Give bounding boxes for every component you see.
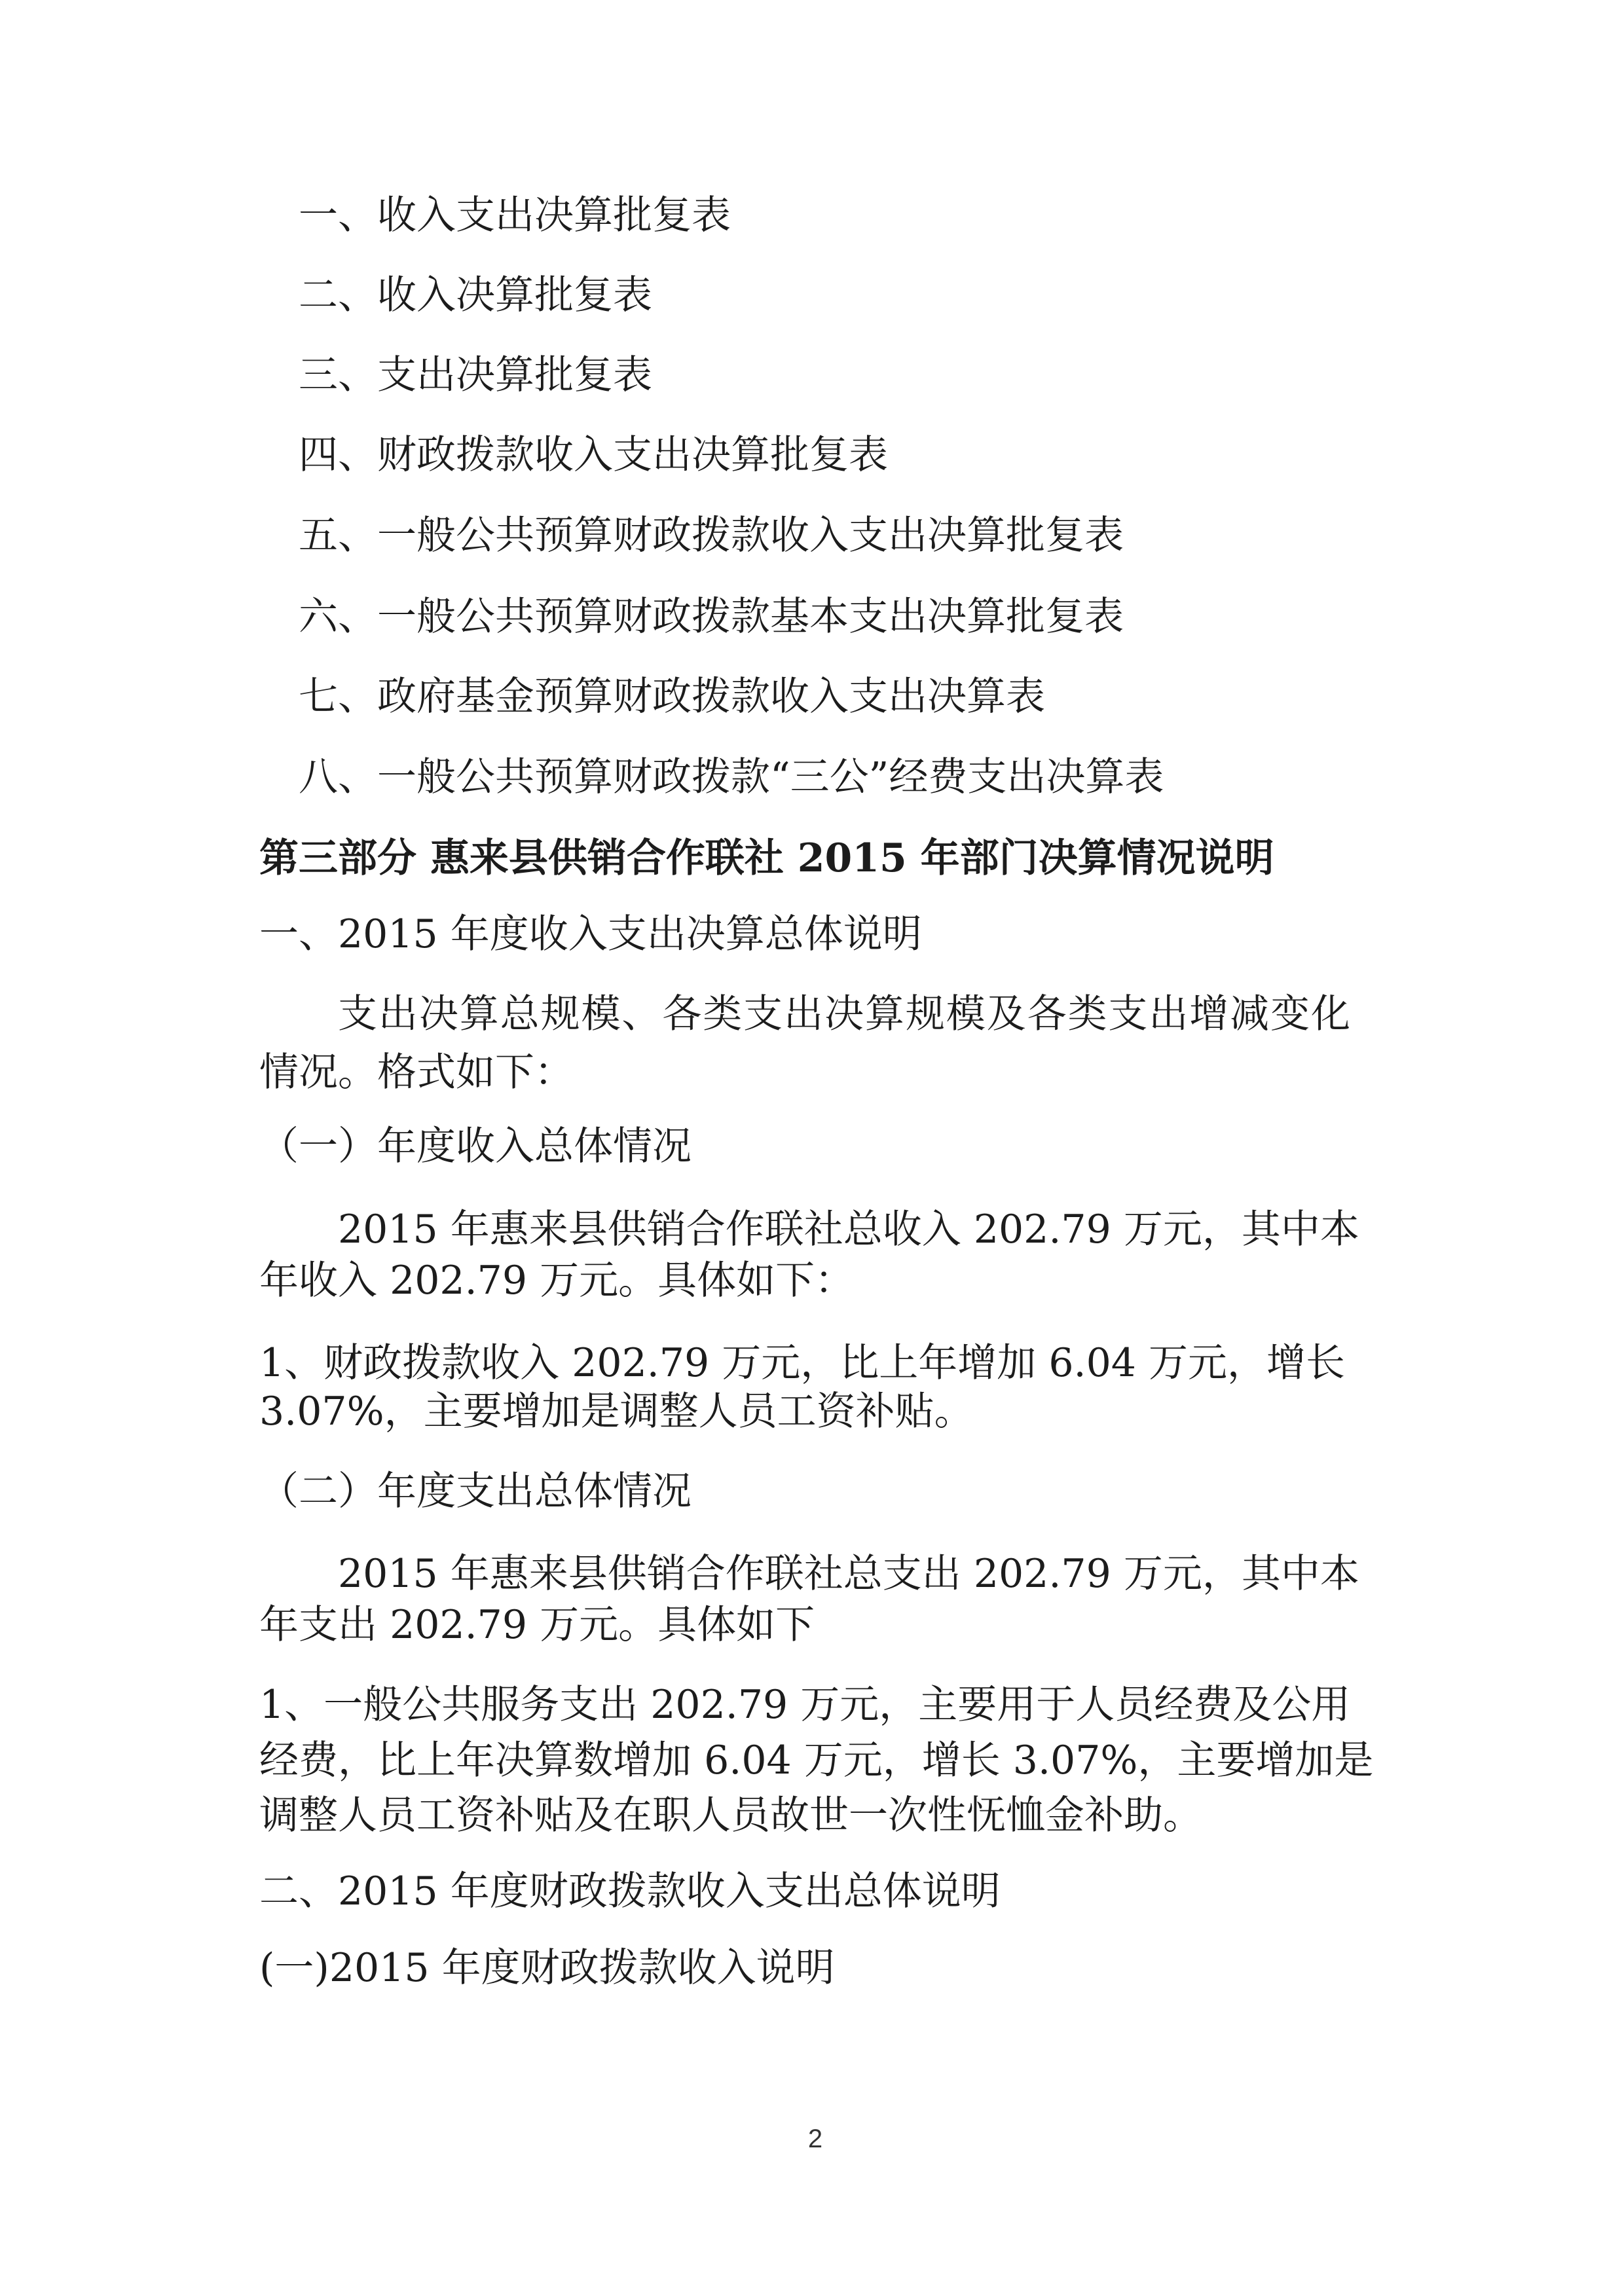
income-item-1-line-2: 3.07%，主要增加是调整人员工资补贴。 — [259, 1389, 974, 1434]
subsection-expense-title: （二）年度支出总体情况 — [259, 1468, 692, 1514]
toc-item-2: 二、收入决算批复表 — [299, 272, 652, 318]
expense-item-1-line-3: 调整人员工资补贴及在职人员故世一次性怃恤金补助。 — [259, 1793, 1202, 1838]
expense-item-1-line-1: 1、一般公共服务支出 202.79 万元，主要用于人员经费及公用 — [259, 1682, 1351, 1728]
toc-item-3: 三、支出决算批复表 — [299, 352, 652, 398]
section-heading: 第三部分 惠来县供销合作联社 2015 年部门决算情况说明 — [259, 835, 1274, 881]
toc-item-4: 四、财政拨款收入支出决算批复表 — [299, 432, 888, 478]
expense-item-1-line-2: 经费，比上年决算数增加 6.04 万元，增长 3.07%，主要增加是 — [259, 1738, 1374, 1783]
section-1-intro-line-1: 支出决算总规模、各类支出决算规模及各类支出增减变化 — [338, 991, 1350, 1037]
toc-item-8: 八、一般公共预算财政拨款“三公”经费支出决算表 — [299, 754, 1164, 800]
section-1-title: 一、2015 年度收入支出决算总体说明 — [259, 911, 922, 957]
toc-item-1: 一、收入支出决算批复表 — [299, 192, 731, 238]
section-1-intro-line-2: 情况。格式如下： — [259, 1049, 574, 1095]
toc-item-5: 五、一般公共预算财政拨款收入支出决算批复表 — [299, 513, 1124, 558]
income-para-line-1: 2015 年惠来县供销合作联社总收入 202.79 万元，其中本 — [338, 1207, 1359, 1252]
section-2-title: 二、2015 年度财政拨款收入支出总体说明 — [259, 1868, 1001, 1914]
toc-item-7: 七、政府基金预算财政拨款收入支出决算表 — [299, 674, 1045, 720]
expense-para-line-2: 年支出 202.79 万元。具体如下 — [259, 1602, 815, 1648]
income-item-1-line-1: 1、财政拨款收入 202.79 万元，比上年增加 6.04 万元，增长 — [259, 1340, 1345, 1386]
page-number: 2 — [807, 2124, 823, 2153]
income-para-line-2: 年收入 202.79 万元。具体如下： — [259, 1258, 855, 1303]
subsection-income-title: （一）年度收入总体情况 — [259, 1123, 692, 1169]
expense-para-line-1: 2015 年惠来县供销合作联社总支出 202.79 万元，其中本 — [338, 1551, 1359, 1597]
section-2-sub-1-title: (一)2015 年度财政拨款收入说明 — [259, 1945, 835, 1991]
toc-item-6: 六、一般公共预算财政拨款基本支出决算批复表 — [299, 594, 1124, 640]
